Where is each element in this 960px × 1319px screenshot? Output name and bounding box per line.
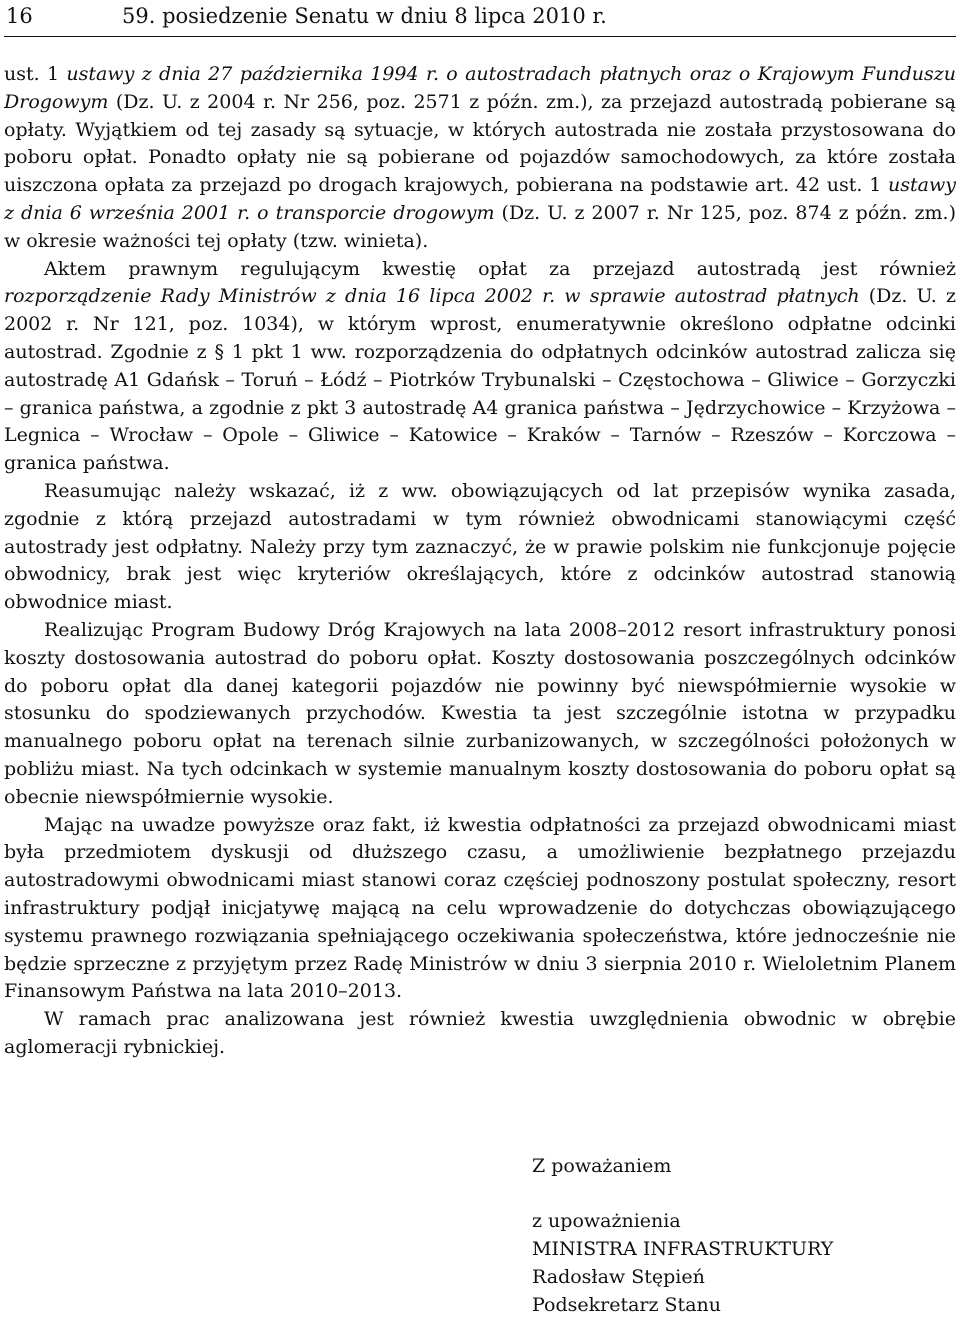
closing-greeting: Z poważaniem: [532, 1155, 672, 1177]
authorization-line: z upoważnienia: [532, 1210, 681, 1232]
paragraph-5: Mając na uwadze powyższe oraz fakt, iż kwestia odpłatności za przejazd obwodnicami miast była przedmiotem dyskusji od dłuższego czasu, a umożliwienie bezpłatnego przejazdu autostradowymi obwodnicami miast stanowi coraz częściej podnoszony postulat społeczny, resort infrastruktury podjął inicjatywę mającą na celu wprowadzenie do dotychczas obowiązującego systemu prawnego rozwiązania spełniającego oczekiwania społeczeństwa, które jednocześnie nie będzie sprzeczne z przyjętym przez Radę Ministrów w dniu 3 sierpnia 2010 r. Wieloletnim Planem Finansowym Państwa na lata 2010–2013.: [4, 813, 956, 1003]
signatory-role: Podsekretarz Stanu: [532, 1294, 721, 1316]
page-number: 16: [6, 4, 33, 28]
paragraph-3: Reasumując należy wskazać, iż z ww. obowiązujących od lat przepisów wynika zasada, zgodnie z którą przejazd autostradami w tym również obwodnicami stanowiącymi część autostrady jest odpłatny. Należy przy tym zaznaczyć, że w prawie polskim nie funkcjonuje pojęcie obwodnicy, brak jest więc kryteriów określających, które z odcinków autostrad stanowią obwodnice miast.: [4, 479, 956, 614]
paragraph-4: Realizując Program Budowy Dróg Krajowych na lata 2008–2012 resort infrastruktury ponosi koszty dostosowania autostrad do poboru opłat. Koszty dostosowania poszczególnych odcinków do poboru opłat dla danej kategorii pojazdów nie powinny być niewspółmiernie wysokie w stosunku do spodziewanych przychodów. Kwestia ta jest szczególnie istotna w przypadku manualnego poboru opłat na terenach silnie zurbanizowanych, w szczególności położonych w pobliżu miast. Na tych odcinkach w systemie manualnym koszty dostosowania do poboru opłat są obecnie niewspółmiernie wysokie.: [4, 618, 956, 808]
paragraph-6: W ramach prac analizowana jest również kwestia uwzględnienia obwodnic w obrębie aglomeracji rybnickiej.: [4, 1008, 956, 1058]
header-title: 59. posiedzenie Senatu w dniu 8 lipca 2010 r.: [122, 4, 607, 28]
paragraph-1: [4, 61, 956, 256]
paragraph-1-act-title-a: ustawy z dnia 27 października 1994 r. o autostradach płatnych oraz o Krajowym Funduszu Drogowym: [4, 63, 956, 113]
paragraph-2-act-title: rozporządzenie Rady Ministrów z dnia 16 lipca 2002 r. w sprawie autostrad płatnych: [4, 285, 860, 308]
paragraph-1-act-title-b: ustawy z dnia 6 września 2001 r. o transporcie drogowym: [4, 174, 956, 224]
paragraph-1-text-c: (Dz. U. z 2007 r. Nr 125, poz. 874 z późn. zm.) w okresie ważności tej opłaty (tzw. winieta).: [4, 201, 957, 252]
paragraph-2-text-b: (Dz. U. z 2002 r. Nr 121, poz. 1034), w którym wprost, enumeratywnie określono odpłatne odcinki autostrad. Zgodnie z § 1 pkt 1 ww. rozporządzenia do odpłatnych odcinków autostrad zalicza się autostradę A1 Gdańsk – Toruń – Łódź – Piotrków Trybunalski – Częstochowa – Gliwice – Gorzyczki – granica państwa, a zgodnie z pkt 3 autostradę A4 granica państwa – Jędrzychowice – Krzyżowa – Legnica – Wrocław – Opole – Gliwice – Katowice – Kraków – Tarnów – Rzeszów – Korczowa – granica państwa.: [4, 285, 956, 475]
paragraph-1-text-a: ust. 1: [4, 63, 67, 85]
ministry-line: MINISTRA INFRASTRUKTURY: [532, 1238, 834, 1260]
letter-body: [4, 61, 956, 1062]
paragraph-2: [4, 256, 956, 478]
signature-block: [532, 1152, 952, 1319]
signature-gap: [532, 1180, 952, 1207]
page-header: [4, 0, 956, 37]
paragraph-2-text-a: Aktem prawnym regulującym kwestię opłat za przejazd autostradą jest również: [44, 257, 956, 280]
signatory-name: Radosław Stępień: [532, 1266, 705, 1288]
paragraph-1-text-b: (Dz. U. z 2004 r. Nr 256, poz. 2571 z późn. zm.), za przejazd autostradą pobierane są opłaty. Wyjątkiem od tej zasady są sytuacje, w których autostrada nie została przystosowana do poboru opłat. Ponadto opłaty nie są pobierane od pojazdów samochodowych, za które została uiszczona opłata za przejazd po drogach krajowych, pobierana na podstawie art. 42 ust. 1: [4, 90, 956, 197]
